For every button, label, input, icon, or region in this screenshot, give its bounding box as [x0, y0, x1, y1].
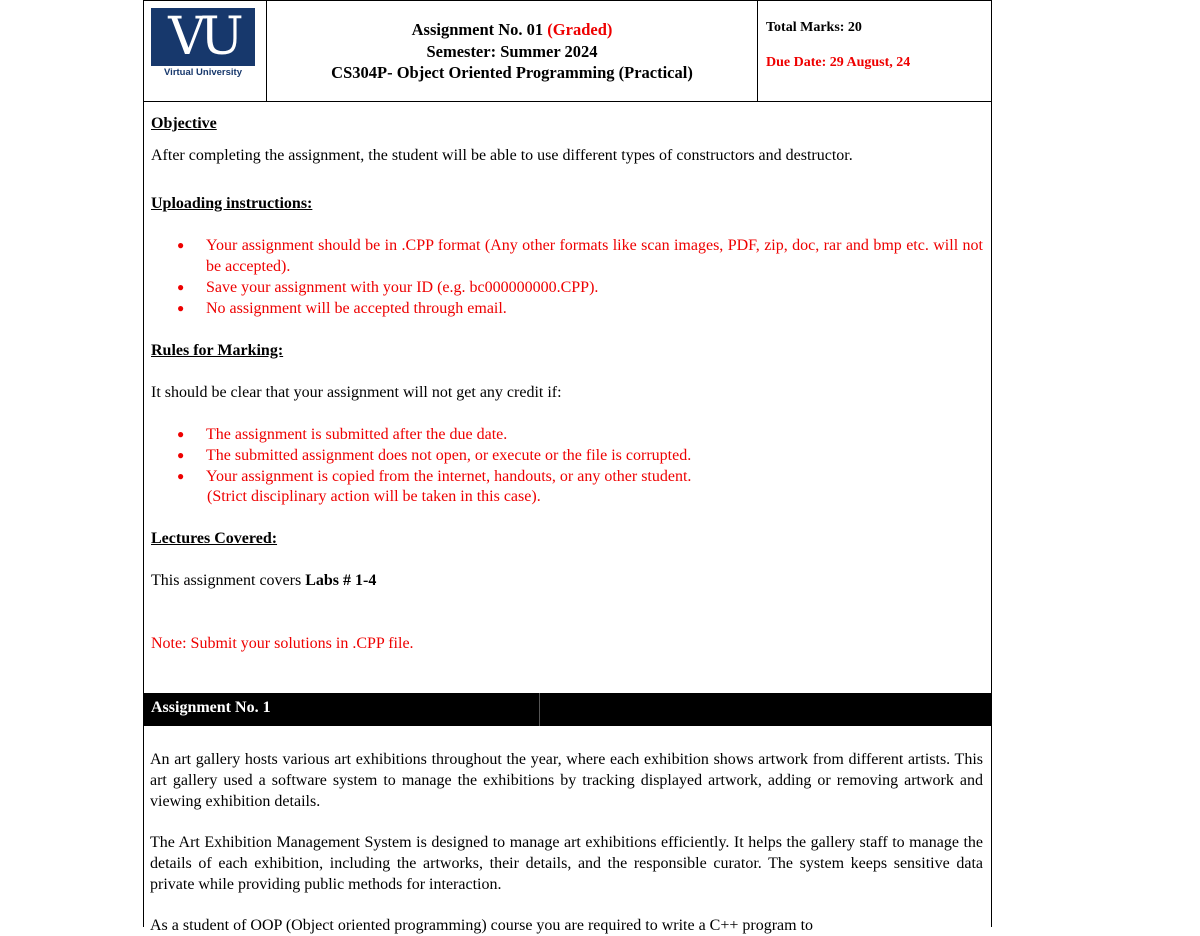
list-item: ● The assignment is submitted after the due date.	[151, 424, 983, 445]
lectures-text: This assignment covers Labs # 1-4	[151, 572, 377, 589]
rules-heading: Rules for Marking:	[151, 342, 284, 359]
assignment-section-bar	[144, 693, 991, 726]
lectures-heading: Lectures Covered:	[151, 530, 278, 547]
list-item: ● No assignment will be accepted through email.	[151, 298, 983, 319]
uploading-heading: Uploading instructions:	[151, 195, 313, 212]
document-page	[143, 0, 992, 934]
bar-divider	[539, 693, 540, 726]
logo-cell	[144, 1, 267, 101]
task-paragraph: As a student of OOP (Object oriented programming) course you are required to write a C++ program to	[150, 917, 814, 934]
total-marks: Total Marks: 20	[766, 20, 862, 35]
list-item: ● Save your assignment with your ID (e.g. bc000000000.CPP).	[151, 277, 983, 298]
header-table	[144, 0, 991, 102]
submission-note: Note: Submit your solutions in .CPP file.	[151, 635, 414, 652]
rules-note: (Strict disciplinary action will be taken in this case).	[207, 488, 541, 505]
labs-range: Labs # 1-4	[305, 572, 377, 589]
list-item: ● Your assignment is copied from the internet, handouts, or any other student.	[151, 466, 983, 487]
semester-label: Semester: Summer 2024	[426, 42, 598, 61]
rules-list	[151, 424, 983, 487]
vu-logo: VU	[151, 8, 255, 66]
logo-subtitle: Virtual University	[164, 67, 242, 78]
title-cell	[267, 1, 758, 101]
list-item: ● The submitted assignment does not open, or execute or the file is corrupted.	[151, 445, 983, 466]
marks-cell	[758, 1, 991, 101]
scenario-paragraph: An art gallery hosts various art exhibitions throughout the year, where each exhibition shows artwork from different artists. This art gallery used a software system to manage the exhibitions by tracking displayed artwork, adding or removing artwork and viewing exhibition details.	[150, 751, 983, 810]
system-paragraph: The Art Exhibition Management System is designed to manage art exhibitions efficiently. It helps the gallery staff to manage the details of each exhibition, including the artworks, their details, and the responsible curator. The system keeps sensitive data private while providing public methods for interaction.	[150, 834, 983, 893]
uploading-list	[151, 235, 983, 319]
graded-label: (Graded)	[547, 20, 613, 39]
assignment-section-title: Assignment No. 1	[151, 699, 271, 716]
rules-intro: It should be clear that your assignment will not get any credit if:	[151, 384, 562, 401]
objective-text: After completing the assignment, the student will be able to use different types of constructors and destructor.	[151, 147, 853, 164]
assignment-title: Assignment No. 01 (Graded)	[411, 20, 613, 39]
due-date: Due Date: 29 August, 24	[766, 55, 911, 70]
course-label: CS304P- Object Oriented Programming (Practical)	[331, 63, 693, 82]
list-item: ● Your assignment should be in .CPP format (Any other formats like scan images, PDF, zip, doc, rar and bmp etc. will not be accepted).	[151, 235, 983, 277]
objective-heading: Objective	[151, 115, 217, 132]
